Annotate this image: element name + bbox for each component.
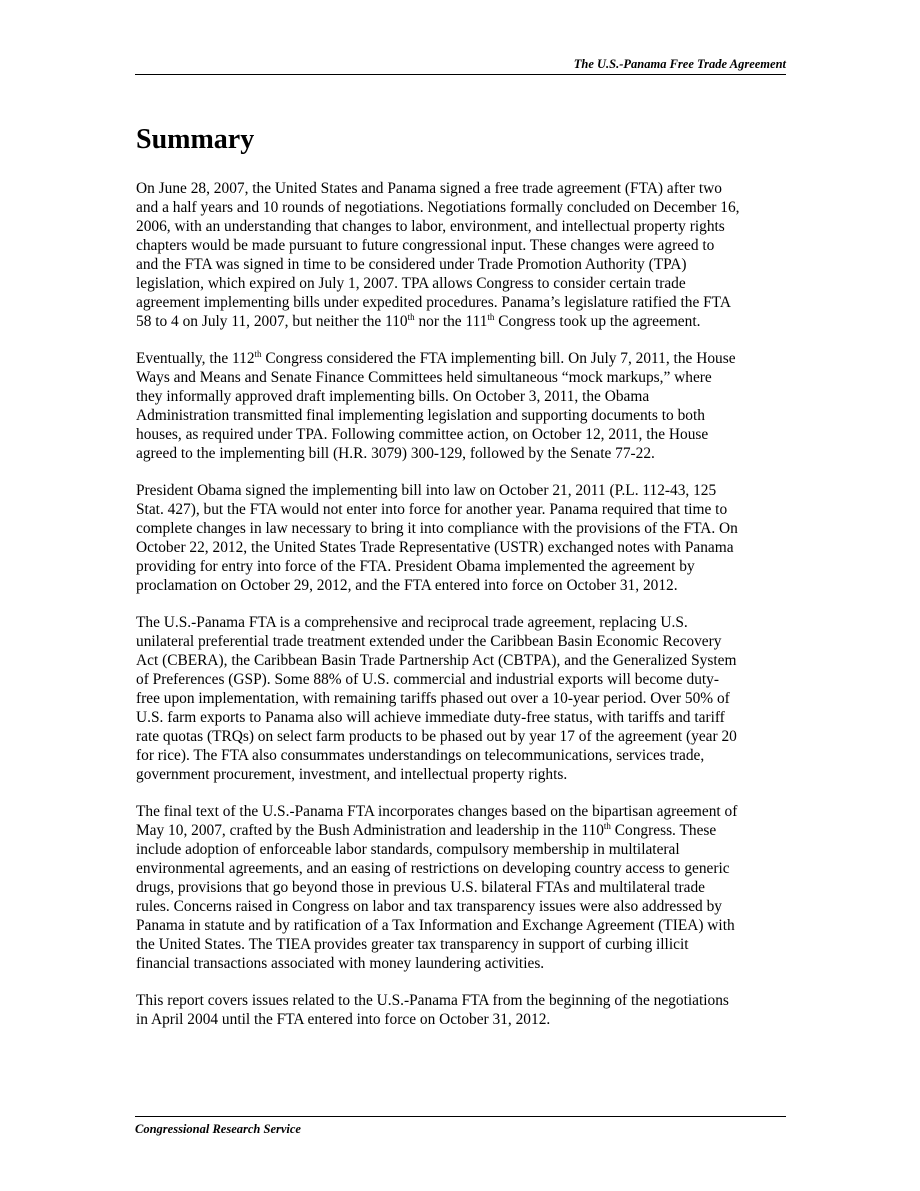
- text-segment: houses, as required under TPA. Following committee action, on October 12, 2011, the House: [136, 426, 709, 443]
- text-line: [136, 746, 790, 765]
- paragraph: [136, 481, 790, 595]
- text-line: [136, 765, 790, 784]
- text-segment: include adoption of enforceable labor standards, compulsory membership in multilateral: [136, 841, 680, 858]
- text-line: [136, 538, 790, 557]
- text-segment: proclamation on October 29, 2012, and the FTA entered into force on October 31, 2012.: [136, 577, 678, 594]
- text-line: [136, 651, 790, 670]
- text-line: [136, 689, 790, 708]
- text-line: [136, 179, 790, 198]
- text-line: [136, 878, 790, 897]
- text-segment: environmental agreements, and an easing of restrictions on developing country access to generic: [136, 860, 730, 877]
- text-line: [136, 444, 790, 463]
- ordinal-superscript: th: [407, 312, 415, 322]
- text-line: [136, 368, 790, 387]
- text-segment: May 10, 2007, crafted by the Bush Administration and leadership in the 110: [136, 822, 604, 839]
- running-header: The U.S.-Panama Free Trade Agreement: [573, 57, 786, 71]
- text-segment: The U.S.-Panama FTA is a comprehensive and reciprocal trade agreement, replacing U.S.: [136, 614, 688, 631]
- text-line: [136, 613, 790, 632]
- text-segment: This report covers issues related to the U.S.-Panama FTA from the beginning of the negotiations: [136, 992, 729, 1009]
- text-segment: Eventually, the 112: [136, 350, 255, 367]
- text-line: [136, 727, 790, 746]
- text-segment: The final text of the U.S.-Panama FTA incorporates changes based on the bipartisan agreement of: [136, 803, 738, 820]
- text-line: [136, 821, 790, 840]
- text-segment: On June 28, 2007, the United States and Panama signed a free trade agreement (FTA) after two: [136, 180, 722, 197]
- text-line: [136, 991, 790, 1010]
- text-segment: complete changes in law necessary to bring it into compliance with the provisions of the FTA. On: [136, 520, 738, 537]
- running-footer: Congressional Research Service: [135, 1122, 301, 1136]
- text-segment: Congress. These: [610, 822, 717, 839]
- text-segment: providing for entry into force of the FTA. President Obama implemented the agreement by: [136, 558, 695, 575]
- text-segment: agreement implementing bills under expedited procedures. Panama’s legislature ratified the FTA: [136, 294, 731, 311]
- text-segment: agreed to the implementing bill (H.R. 3079) 300-129, followed by the Senate 77-22.: [136, 445, 655, 462]
- text-segment: unilateral preferential trade treatment extended under the Caribbean Basin Economic Recovery: [136, 633, 722, 650]
- text-segment: free upon implementation, with remaining tariffs phased out over a 10-year period. Over 50% of: [136, 690, 730, 707]
- text-segment: in April 2004 until the FTA entered into force on October 31, 2012.: [136, 1011, 551, 1028]
- text-line: [136, 576, 790, 595]
- text-line: [136, 500, 790, 519]
- text-line: [136, 425, 790, 444]
- text-line: [136, 255, 790, 274]
- paragraph: [136, 179, 790, 331]
- text-segment: for rice). The FTA also consummates understandings on telecommunications, services trade,: [136, 747, 705, 764]
- text-segment: chapters would be made pursuant to future congressional input. These changes were agreed to: [136, 237, 715, 254]
- ordinal-superscript: th: [487, 312, 495, 322]
- text-line: [136, 840, 790, 859]
- text-line: [136, 349, 790, 368]
- text-segment: Ways and Means and Senate Finance Committees held simultaneous “mock markups,” where: [136, 369, 712, 386]
- text-line: [136, 217, 790, 236]
- text-line: [136, 198, 790, 217]
- text-segment: government procurement, investment, and intellectual property rights.: [136, 766, 568, 783]
- text-line: [136, 481, 790, 500]
- text-segment: drugs, provisions that go beyond those in previous U.S. bilateral FTAs and multilateral trade: [136, 879, 705, 896]
- paragraph: [136, 991, 790, 1029]
- footer-rule: [135, 1116, 786, 1117]
- summary-body: [136, 179, 790, 1047]
- text-line: [136, 935, 790, 954]
- text-segment: rate quotas (TRQs) on select farm products to be phased out by year 17 of the agreement (year 20: [136, 728, 737, 745]
- text-line: [136, 312, 790, 331]
- text-line: [136, 670, 790, 689]
- text-segment: financial transactions associated with money laundering activities.: [136, 955, 545, 972]
- text-segment: and the FTA was signed in time to be considered under Trade Promotion Authority (TPA): [136, 256, 687, 273]
- text-line: [136, 954, 790, 973]
- text-segment: Stat. 427), but the FTA would not enter into force for another year. Panama required that time to: [136, 501, 728, 518]
- text-line: [136, 293, 790, 312]
- text-segment: of Preferences (GSP). Some 88% of U.S. commercial and industrial exports will become duty-: [136, 671, 719, 688]
- text-segment: and a half years and 10 rounds of negotiations. Negotiations formally concluded on December 16,: [136, 199, 740, 216]
- text-line: [136, 519, 790, 538]
- text-segment: Congress took up the agreement.: [494, 313, 701, 330]
- ordinal-superscript: th: [254, 349, 262, 359]
- paragraph: [136, 613, 790, 784]
- text-line: [136, 916, 790, 935]
- text-segment: they informally approved draft implementing bills. On October 3, 2011, the Obama: [136, 388, 650, 405]
- text-segment: 2006, with an understanding that changes to labor, environment, and intellectual property rights: [136, 218, 725, 235]
- text-line: [136, 859, 790, 878]
- text-segment: Congress considered the FTA implementing bill. On July 7, 2011, the House: [261, 350, 736, 367]
- text-line: [136, 387, 790, 406]
- text-line: [136, 802, 790, 821]
- text-line: [136, 236, 790, 255]
- text-line: [136, 632, 790, 651]
- paragraph: [136, 802, 790, 973]
- page-title: Summary: [136, 124, 255, 155]
- text-segment: the United States. The TIEA provides greater tax transparency in support of curbing illicit: [136, 936, 689, 953]
- header-rule: [135, 74, 786, 75]
- text-line: [136, 406, 790, 425]
- text-line: [136, 708, 790, 727]
- text-segment: Panama in statute and by ratification of a Tax Information and Exchange Agreement (TIEA) with: [136, 917, 735, 934]
- text-segment: Act (CBERA), the Caribbean Basin Trade Partnership Act (CBTPA), and the Generalized System: [136, 652, 737, 669]
- text-line: [136, 557, 790, 576]
- text-segment: Administration transmitted final implementing legislation and supporting documents to both: [136, 407, 705, 424]
- text-segment: President Obama signed the implementing bill into law on October 21, 2011 (P.L. 112-43, 125: [136, 482, 717, 499]
- paragraph: [136, 349, 790, 463]
- text-line: [136, 274, 790, 293]
- text-line: [136, 897, 790, 916]
- text-line: [136, 1010, 790, 1029]
- text-segment: legislation, which expired on July 1, 2007. TPA allows Congress to consider certain trade: [136, 275, 686, 292]
- text-segment: U.S. farm exports to Panama also will achieve immediate duty-free status, with tariffs and tariff: [136, 709, 725, 726]
- text-segment: October 22, 2012, the United States Trade Representative (USTR) exchanged notes with Panama: [136, 539, 734, 556]
- text-segment: 58 to 4 on July 11, 2007, but neither the 110: [136, 313, 408, 330]
- text-segment: rules. Concerns raised in Congress on labor and tax transparency issues were also addressed by: [136, 898, 722, 915]
- text-segment: nor the 111: [414, 313, 488, 330]
- ordinal-superscript: th: [603, 821, 611, 831]
